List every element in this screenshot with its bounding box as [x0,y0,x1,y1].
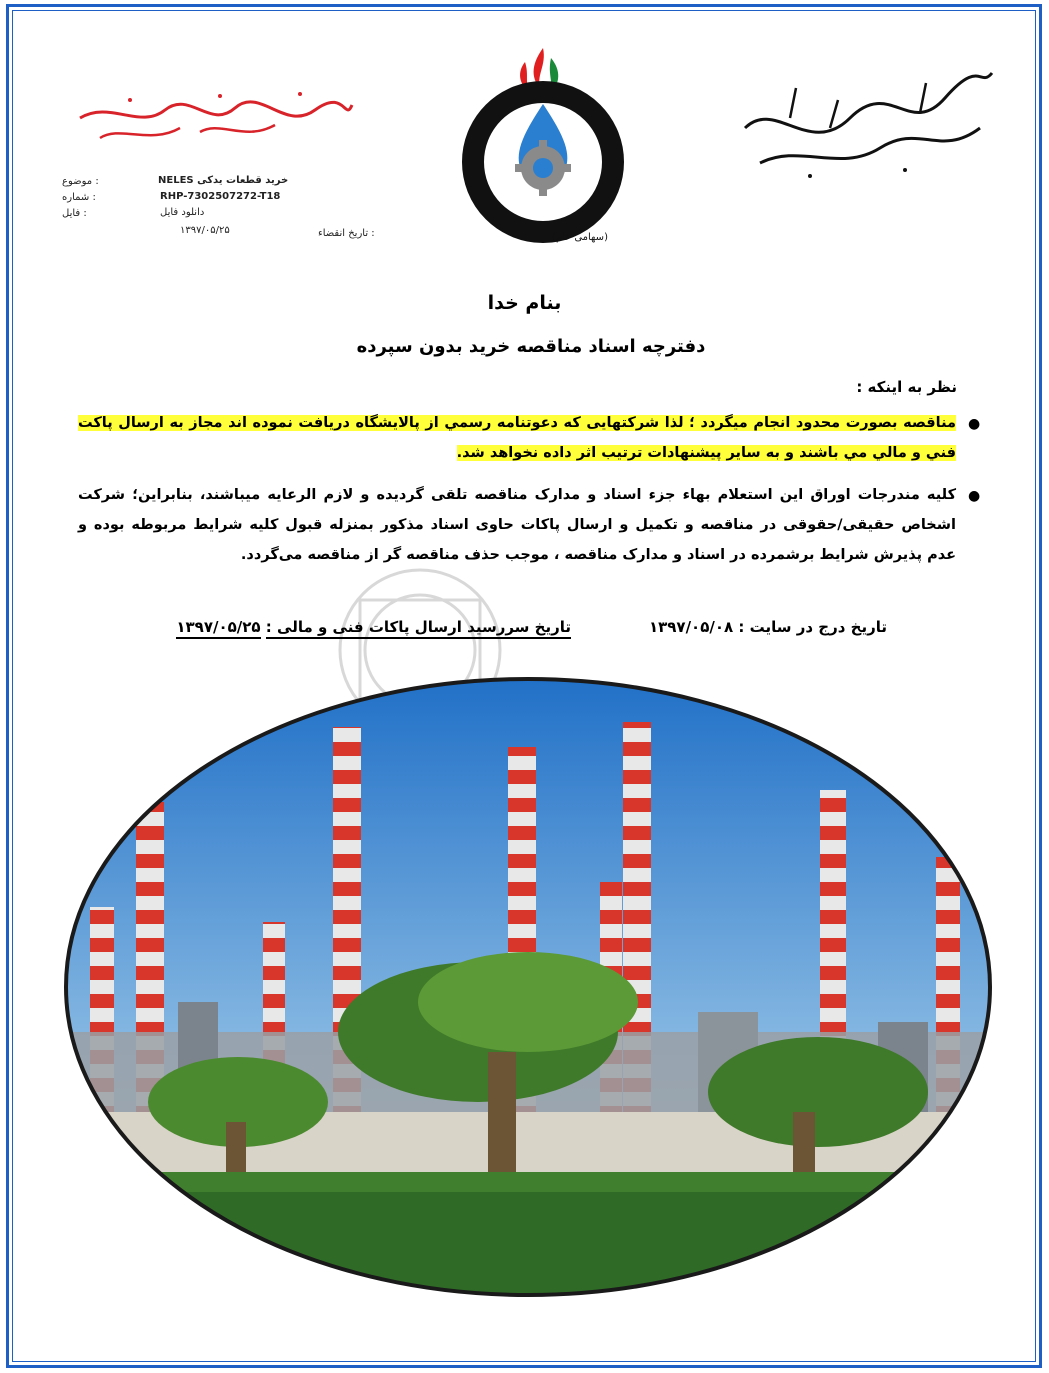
bullet-paragraph-2 [78,480,956,570]
borc-logo [455,40,631,254]
expiry-label: تاریخ انقضاء : [318,228,375,239]
refinery-photo [58,672,998,1302]
number-value: RHP-7302507272-T18 [160,191,281,202]
bullet-icon: ● [968,416,981,432]
file-label: فایل : [62,208,87,219]
logo-text [517,204,568,218]
slogan-year-of-iranian-goods [730,58,1000,188]
page-subtitle: دفترچه اسناد مناقصه خرید بدون سپرده [356,336,706,357]
posted-date [649,618,887,636]
subject-value: NELES خرید قطعات یدکی [158,175,289,186]
subject-label: موضوع : [62,176,99,187]
intro-text: نظر به اینکه : [856,378,957,396]
deadline-date-value: ۱۳۹۷/۰۵/۲۵ [176,618,260,639]
page-title: بنام خدا [487,292,562,314]
bullet-text-1: مناقصه بصورت محدود انجام میگردد ؛ لذا شرکتهایی که دعوتنامه رسمي از پالايشگاه دریافت نموده اند مجاز به ارسال پاکت فني و مالي مي باشند و به سایر پیشنهادات ترتیب اثر داده نخواهد شد. [78,415,956,461]
deadline-date-label: تاریخ سررسید ارسال پاکات فنی و مالی : [266,618,571,639]
deadline-date [176,618,571,636]
slogan-tender-no-deposit [70,70,360,160]
expiry-value: ۱۳۹۷/۰۵/۲۵ [180,225,230,236]
bullet-icon: ● [968,488,981,504]
posted-date-label: تاریخ درج در سایت : [738,618,887,636]
file-link[interactable]: دانلود فایل [160,207,205,218]
bullet-paragraph-1 [78,408,956,468]
posted-date-value: ۱۳۹۷/۰۵/۰۸ [648,618,734,636]
logo-type: (سهامی عام) [552,232,608,243]
bullet-text-2: کلیه مندرجات اوراق این استعلام بهاء جزء اسناد و مدارک مناقصه تلقی گردیده و لازم الرعایه میباشند، بنابراین؛ شرکت اشخاص حقیقی/حقوقی در مناقصه و تکمیل و ارسال پاکات حاوی اسناد مذکور بمنزله قبول کلیه شرایط مربوطه بوده و عدم پذیرش شرایط برشمرده در اسناد و مدارک مناقصه ، موجب حذف مناقصه گر از مناقصه می‌گردد. [78,487,956,563]
svg-text:B.O.R.C: B.O.R.C [517,204,569,218]
number-label: شماره : [62,192,96,203]
